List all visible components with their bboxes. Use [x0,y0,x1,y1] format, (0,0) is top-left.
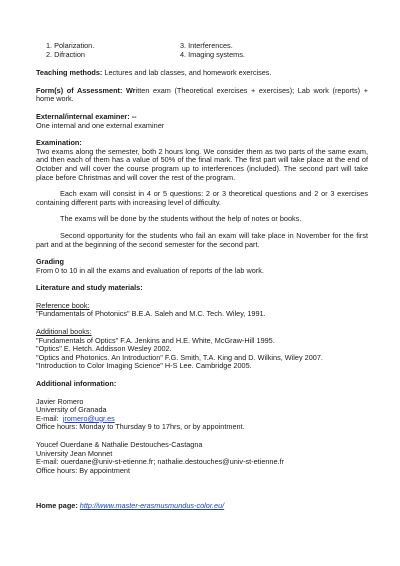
examination-label: Examination: [36,138,82,148]
examination-paragraph: Second opportunity for the students who fail an exam will take place in November for the first part and at the beginning of the second semester for the second part. [36,230,368,249]
homepage-label: Home page: [36,501,80,511]
topics-list [46,42,368,59]
examination-paragraph: The exams will be done by the students without the help of notes or books. [60,214,302,224]
topic-item: 1. Polarization. [46,41,95,50]
teaching-methods-label: Teaching methods: [36,68,103,78]
topic-item: 2. Difraction [46,49,85,59]
literature-label: Literature and study materials: [36,283,143,293]
topic-item: 4. Imaging systems. [180,49,245,59]
additional-info-label: Additional information: [36,379,117,389]
contact-email-prefix: E-mail: [36,413,63,423]
document-content [36,42,368,511]
book-item: "Fundamentals of Optics" F.A. Jenkins and H.E. White, McGraw-Hill 1995. [36,335,275,345]
literature-section [36,284,368,371]
topic-item: 3. Interferences. [180,41,233,50]
examination-paragraph: Each exam will consist in 4 or 5 questions: 2 or 3 theoretical questions and 2 or 3 exercises containing different parts with increasing level of difficulty. [36,189,368,207]
homepage-line [36,502,368,511]
examiner-label: External/internal examiner: -- [36,111,137,121]
homepage-link[interactable]: http://www.master-erasmusmundus-color.eu/ [79,501,225,511]
contact-institution: University of Granada [36,405,107,415]
assessment-text: itten exam (Theoretical exercises + exercises); Lab work (reports) + home work. [36,85,368,104]
contact-hours: Office hours: Monday to Thursday 9 to 17hrs, or by appointment. [36,422,245,432]
additional-info-section [36,380,368,475]
contact-name: Youcef Ouerdane & Nathalie Destouches-Castagna [36,440,203,449]
grading-text: From 0 to 10 in all the exams and evaluation of reports of the lab work. [36,265,264,275]
book-item: "Optics" E. Hetch. Addisson Wesley 2002. [36,344,172,354]
examiner-section [36,113,368,130]
assessment-label: Form(s) of Assessment: Wr [36,85,136,95]
contact-name: Javier Romero [36,396,84,406]
contact-hours: Office hours: By appointment [36,465,130,475]
examination-paragraph: Two exams along the semester, both 2 hours long. We consider them as two parts of the same exam, and then each of them has a value of 50% of the final mark. The first part will take place at the end of October and will cover the course program up to interferences (included). The second part will take place before Christmas and will cover the rest of the program. [36,146,368,182]
examination-section [36,139,368,249]
contact-institution: University Jean Monnet [36,448,113,458]
examiner-text: One internal and one external examiner [36,120,165,130]
contact-email: E-mail: ouerdane@univ-st-etienne.fr; nathalie.destouches@univ-st-etienne.fr [36,457,285,467]
reference-book-label: Reference book: [36,300,90,310]
reference-book: "Fundamentals of Photonics" B.E.A. Saleh and M.C. Tech. Wiley, 1991. [36,309,266,319]
book-item: "Introduction to Color Imaging Science" H-S Lee. Cambridge 2005. [36,361,252,371]
contact-email-link[interactable]: jromero@ugr.es [62,413,115,423]
teaching-methods-text: Lectures and lab classes, and homework exercises. [102,68,272,78]
grading-label: Grading [36,257,64,267]
assessment [36,87,368,104]
additional-books-label: Additional books: [36,327,92,337]
grading-section [36,258,368,275]
book-item: "Optics and Photonics. An Introduction" F.G. Smith, T.A. King and D. Wilkins, Wiley 2007. [36,352,323,362]
teaching-methods [36,69,368,78]
